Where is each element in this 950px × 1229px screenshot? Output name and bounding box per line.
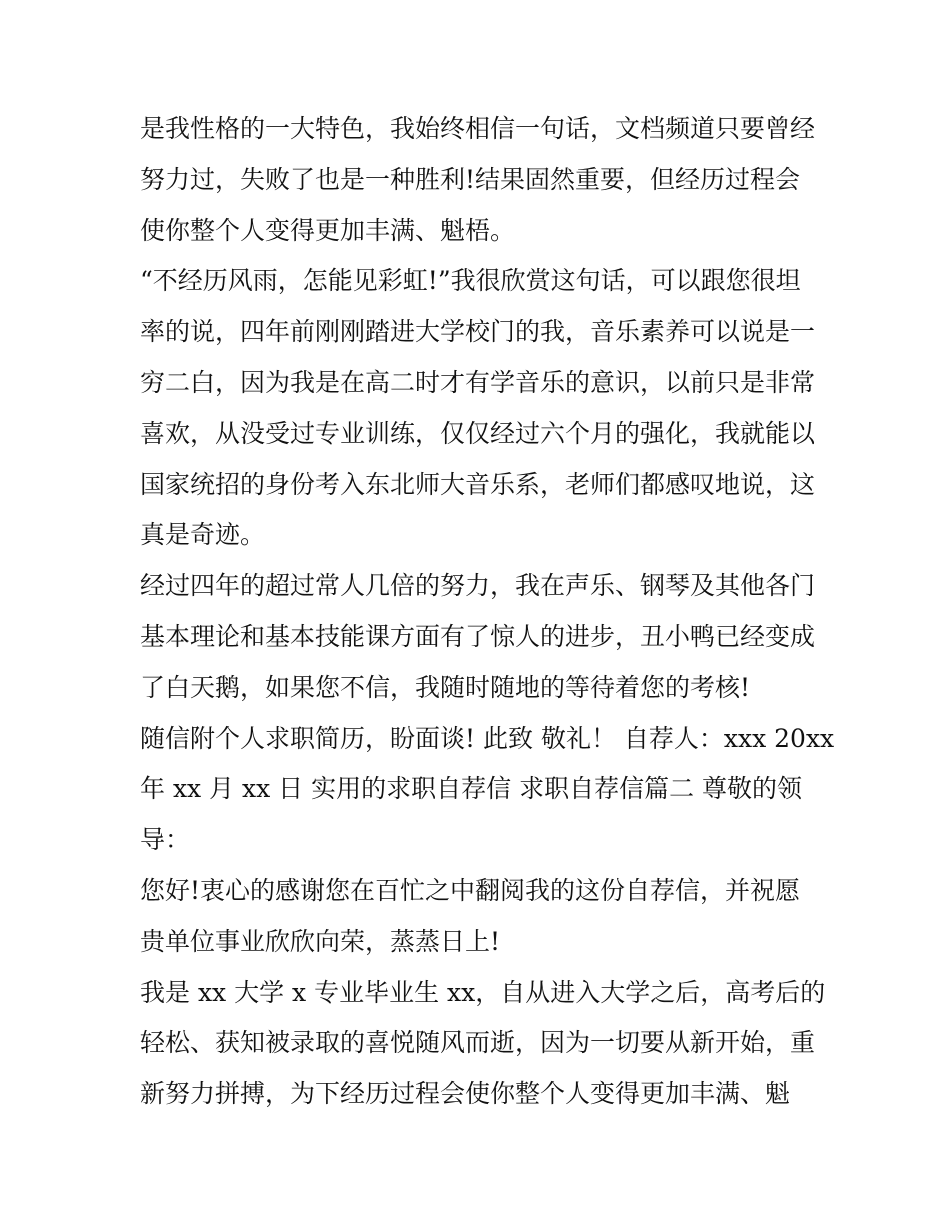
text-line-17: 贵单位事业欣欣向荣，蒸蒸日上! (140, 926, 501, 956)
text-line-3: 使你整个人变得更加丰满、魁梧。 (140, 215, 516, 245)
text-line-16: 您好!衷心的感谢您在百忙之中翻阅我的这份自荐信，并祝愿 (140, 875, 801, 905)
text-line-14: 年 xx 月 xx 日 实用的求职自荐信 求职自荐信篇二 尊敬的领 (140, 774, 803, 804)
text-line-19: 轻松、获知被录取的喜悦随风而逝，因为一切要从新开始，重 (140, 1028, 816, 1058)
text-line-4: “不经历风雨，怎能见彩虹!”我很欣赏这句话，可以跟您很坦 (140, 266, 801, 296)
text-line-20: 新努力拼搏，为下经历过程会使你整个人变得更加丰满、魁 (140, 1079, 791, 1109)
text-line-7: 喜欢，从没受过专业训练，仅仅经过六个月的强化，我就能以 (140, 418, 816, 448)
text-line-8: 国家统招的身份考入东北师大音乐系，老师们都感叹地说，这 (140, 469, 816, 499)
text-line-9: 真是奇迹。 (140, 520, 266, 550)
document-body (140, 104, 835, 1120)
text-line-13: 随信附个人求职简历，盼面谈! 此致 敬礼！ 自荐人：xxx 20xx (140, 723, 835, 753)
text-line-6: 穷二白，因为我是在高二时才有学音乐的意识，以前只是非常 (140, 367, 816, 397)
text-line-15: 导： (140, 825, 191, 855)
text-line-18: 我是 xx 大学 x 专业毕业生 xx，自从进入大学之后，高考后的 (140, 977, 826, 1007)
text-line-2: 努力过，失败了也是一种胜利!结果固然重要，但经历过程会 (140, 164, 801, 194)
text-line-1: 是我性格的一大特色，我始终相信一句话，文档频道只要曾经 (140, 114, 816, 143)
text-line-11: 基本理论和基本技能课方面有了惊人的进步，丑小鸭已经变成 (140, 621, 816, 651)
text-line-5: 率的说，四年前刚刚踏进大学校门的我，音乐素养可以说是一 (140, 317, 816, 347)
text-line-10: 经过四年的超过常人几倍的努力，我在声乐、钢琴及其他各门 (140, 571, 816, 601)
text-line-12: 了白天鹅，如果您不信，我随时随地的等待着您的考核! (140, 672, 751, 702)
